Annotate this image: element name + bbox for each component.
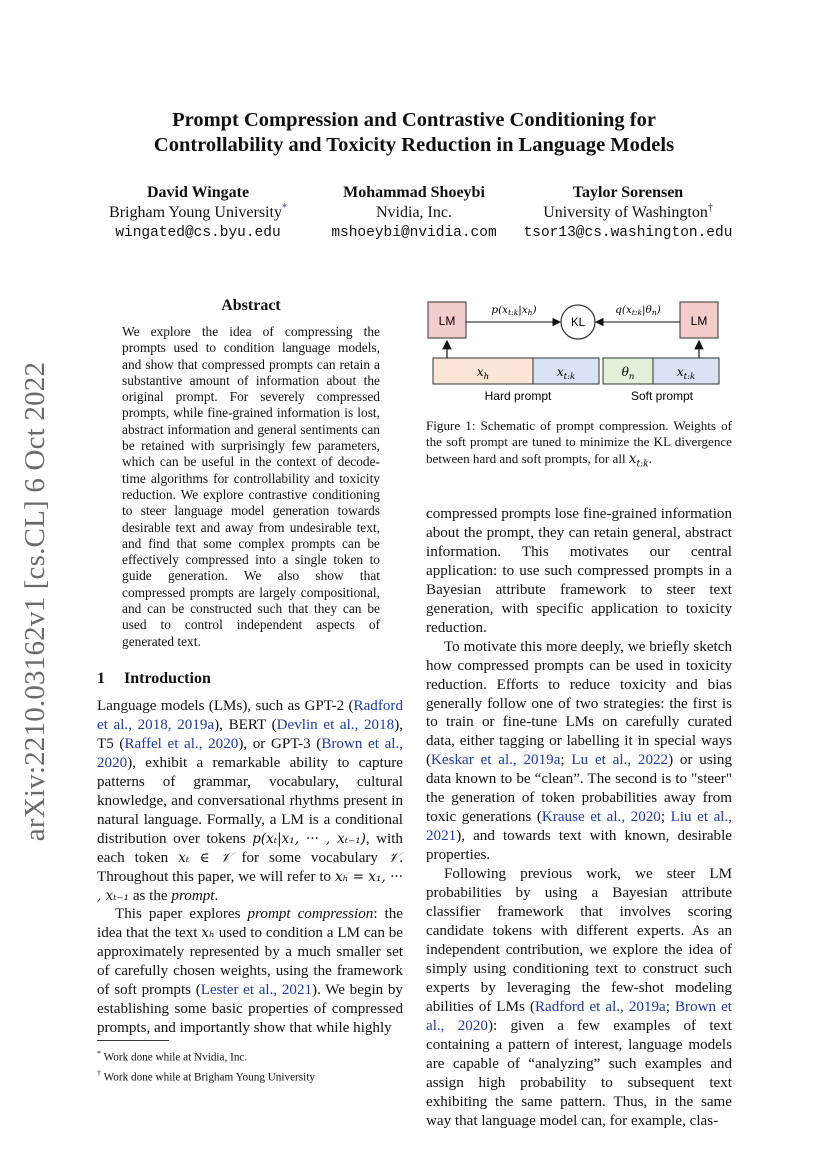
q-label: q(xt:k|θn) — [615, 304, 661, 317]
citation-link[interactable]: Devlin et al., 2018 — [276, 716, 395, 733]
math-expression: xₜ ∈ 𝒱 — [178, 849, 232, 866]
author-email: mshoeybi@nvidia.com — [331, 225, 497, 241]
svg-text:xh: $x_h$ — [476, 365, 490, 382]
author-3 — [513, 183, 743, 243]
soft-prompt-caption: Soft prompt — [630, 389, 694, 403]
right-paragraph-1: compressed prompts lose fine-grained information about the prompt, they can retain general, abstract information. This motivates our central application: to use such compressed prompts in a Bayesian attribute framework to steer text generation, with specific application to toxicity reduction. — [426, 506, 732, 636]
figure-1-schematic — [426, 294, 732, 406]
footnote-1: * Work done while at Nvidia, Inc. — [97, 1049, 248, 1064]
citation-link[interactable]: Liu et al., 2021 — [426, 809, 733, 845]
author-2 — [318, 183, 510, 243]
author-affiliation: Brigham Young University* — [109, 202, 287, 221]
svg-text:xt:k: $x_{t:k}$ — [676, 365, 696, 382]
citation-link[interactable]: Brown et al., 2020 — [426, 998, 732, 1034]
author-name: David Wingate — [146, 184, 250, 201]
figure-1-caption: Figure 1: Schematic of prompt compression. Weights of the soft prompt are tuned to minimize the KL divergence between hard and soft prompts, for all $x_{t:k}$. — [426, 418, 732, 470]
hard-prompt-caption: Hard prompt — [484, 389, 552, 403]
section-number: 1 — [97, 670, 105, 687]
footnote-2: † Work done while at Brigham Young University — [97, 1068, 315, 1084]
citation-link[interactable]: Lu et al., 2022 — [571, 752, 669, 769]
kl-label: KL — [570, 317, 586, 329]
section-heading — [97, 669, 211, 689]
footnote-divider — [97, 1040, 169, 1041]
math-expression: xₕ = x₁, ··· , xₜ₋₁ — [97, 868, 403, 904]
footnotes — [97, 1046, 403, 1085]
author-name: Mohammad Shoeybi — [343, 184, 485, 201]
author-name: Taylor Sorensen — [572, 184, 684, 201]
intro-paragraph-2: This paper explores prompt compression: the idea that the text xₕ used to condition a LM can be approximately represented by a much smaller set of carefully chosen weights, using the framework of soft prompts (Lester et al., 2021). We begin by establishing some basic properties of compressed prompts, and importantly show that while highly — [97, 906, 403, 1037]
author-affiliation: University of Washington† — [543, 202, 713, 221]
lm-label-right: LM — [690, 314, 708, 328]
footnote-mark: * — [281, 202, 287, 214]
right-paragraph-3: Following previous work, we steer LM probabilities by using a Bayesian attribute classifier framework that involves scoring candidate tokens with different experts. As an independent contribution, we explore the idea of simply using conditioning text to construct such experts by leveraging the few-shot modeling abilities of LMs (Radford et al., 2019a; Brown et al., 2020): given a few examples of text containing a pattern of interest, language models are capable of “analyzing” such examples and assign high probability to subsequent text exhibiting the same pattern. Thus, in the same way that language model can, for example, clas- — [426, 866, 732, 1129]
citation-link[interactable]: Radford et al., 2019a — [534, 998, 666, 1015]
citation-link[interactable]: Radford et al., 2018, 2019a — [97, 698, 403, 733]
math-expression: p(xₜ|x₁, ··· , xₜ₋₁) — [252, 830, 366, 847]
right-column-body — [426, 505, 732, 1130]
left-column-body — [97, 697, 403, 1038]
section-title: Introduction — [124, 670, 211, 687]
arxiv-id-text: arXiv:2210.03162v1 [cs.CL] 6 Oct 2022 — [19, 361, 52, 841]
p-label: p(xt:k|xh) — [491, 304, 537, 317]
citation-link[interactable]: Raffel et al., 2020 — [124, 735, 239, 752]
arxiv-identifier — [14, 362, 58, 840]
citation-link[interactable]: Lester et al., 2021 — [200, 982, 313, 999]
right-paragraph-2: To motivate this more deeply, we briefly sketch how compressed prompts can be used in toxicity reduction. Efforts to reduce toxicity and bias generally follow one of two strategies: the first is to train or fine-tune LMs on carefully curated data, either tagging or labelling it in special ways (Keskar et al., 2019a; Lu et al., 2022) or using data known to be “clean”. The second is to "steer" the generation of token probabilities away from toxic generations (Krause et al., 2020; Liu et al., 2021), and towards text with known, desirable properties. — [426, 638, 733, 864]
svg-text:θn: $\theta_n$ — [621, 365, 635, 382]
figure-1-svg — [426, 294, 732, 406]
author-email: wingated@cs.byu.edu — [115, 225, 281, 241]
math-expression: 𝒱 — [387, 849, 400, 866]
abstract-heading: Abstract — [221, 297, 281, 314]
citation-link[interactable]: Brown et al., 2020 — [97, 735, 404, 771]
math-expression: xₕ — [201, 925, 215, 942]
paper-title — [80, 108, 748, 158]
svg-text:xt:k: $x_{t:k}$ — [556, 365, 576, 382]
intro-paragraph-1: Language models (LMs), such as GPT-2 (Radford et al., 2018, 2019a), BERT (Devlin et al., 2018), T5 (Raffel et al., 2020), or GPT-3 (Brown et al., 2020), exhibit a remarkable ability to capture patterns of grammar, vocabulary, cultural knowledge, and conversational rhythms present in natural language. Formally, a LM is a conditional distribution over tokens p(xₜ|x₁, ··· , xₜ₋₁), with each token xₜ ∈ 𝒱 for some vocabulary 𝒱. Throughout this paper, we will refer to xₕ = x₁, ··· , xₜ₋₁ as the prompt. — [97, 698, 404, 904]
citation-link[interactable]: Keskar et al., 2019a — [431, 752, 561, 769]
author-affiliation: Nvidia, Inc. — [376, 204, 452, 221]
title-line-2: Controllability and Toxicity Reduction in Language Models — [153, 134, 675, 156]
author-1 — [90, 183, 306, 243]
citation-link[interactable]: Krause et al., 2020 — [541, 809, 661, 826]
abstract-text: We explore the idea of compressing the prompts used to condition language models, and show that compressed prompts can retain a substantive amount of information about the original prompt. For severely compressed prompts, while fine-grained information is lost, abstract information and general sentiments can be retained with surprisingly few parameters, which can be useful in the context of decode-time algorithms for controllability and toxicity reduction. We explore contrastive conditioning to steer language model generation towards desirable text and away from undesirable text, and find that some complex prompts can be effectively compressed into a single token to guide generation. We also show that compressed prompts are largely compositional, and can be constructed such that they can be used to control independent aspects of generated text. — [122, 324, 380, 649]
math-expression: $x_{t:k}$ — [628, 450, 649, 470]
author-email: tsor13@cs.washington.edu — [523, 225, 733, 241]
title-line-1: Prompt Compression and Contrastive Conditioning for — [172, 109, 656, 131]
footnote-mark: † — [707, 202, 713, 214]
lm-label-left: LM — [438, 314, 456, 328]
